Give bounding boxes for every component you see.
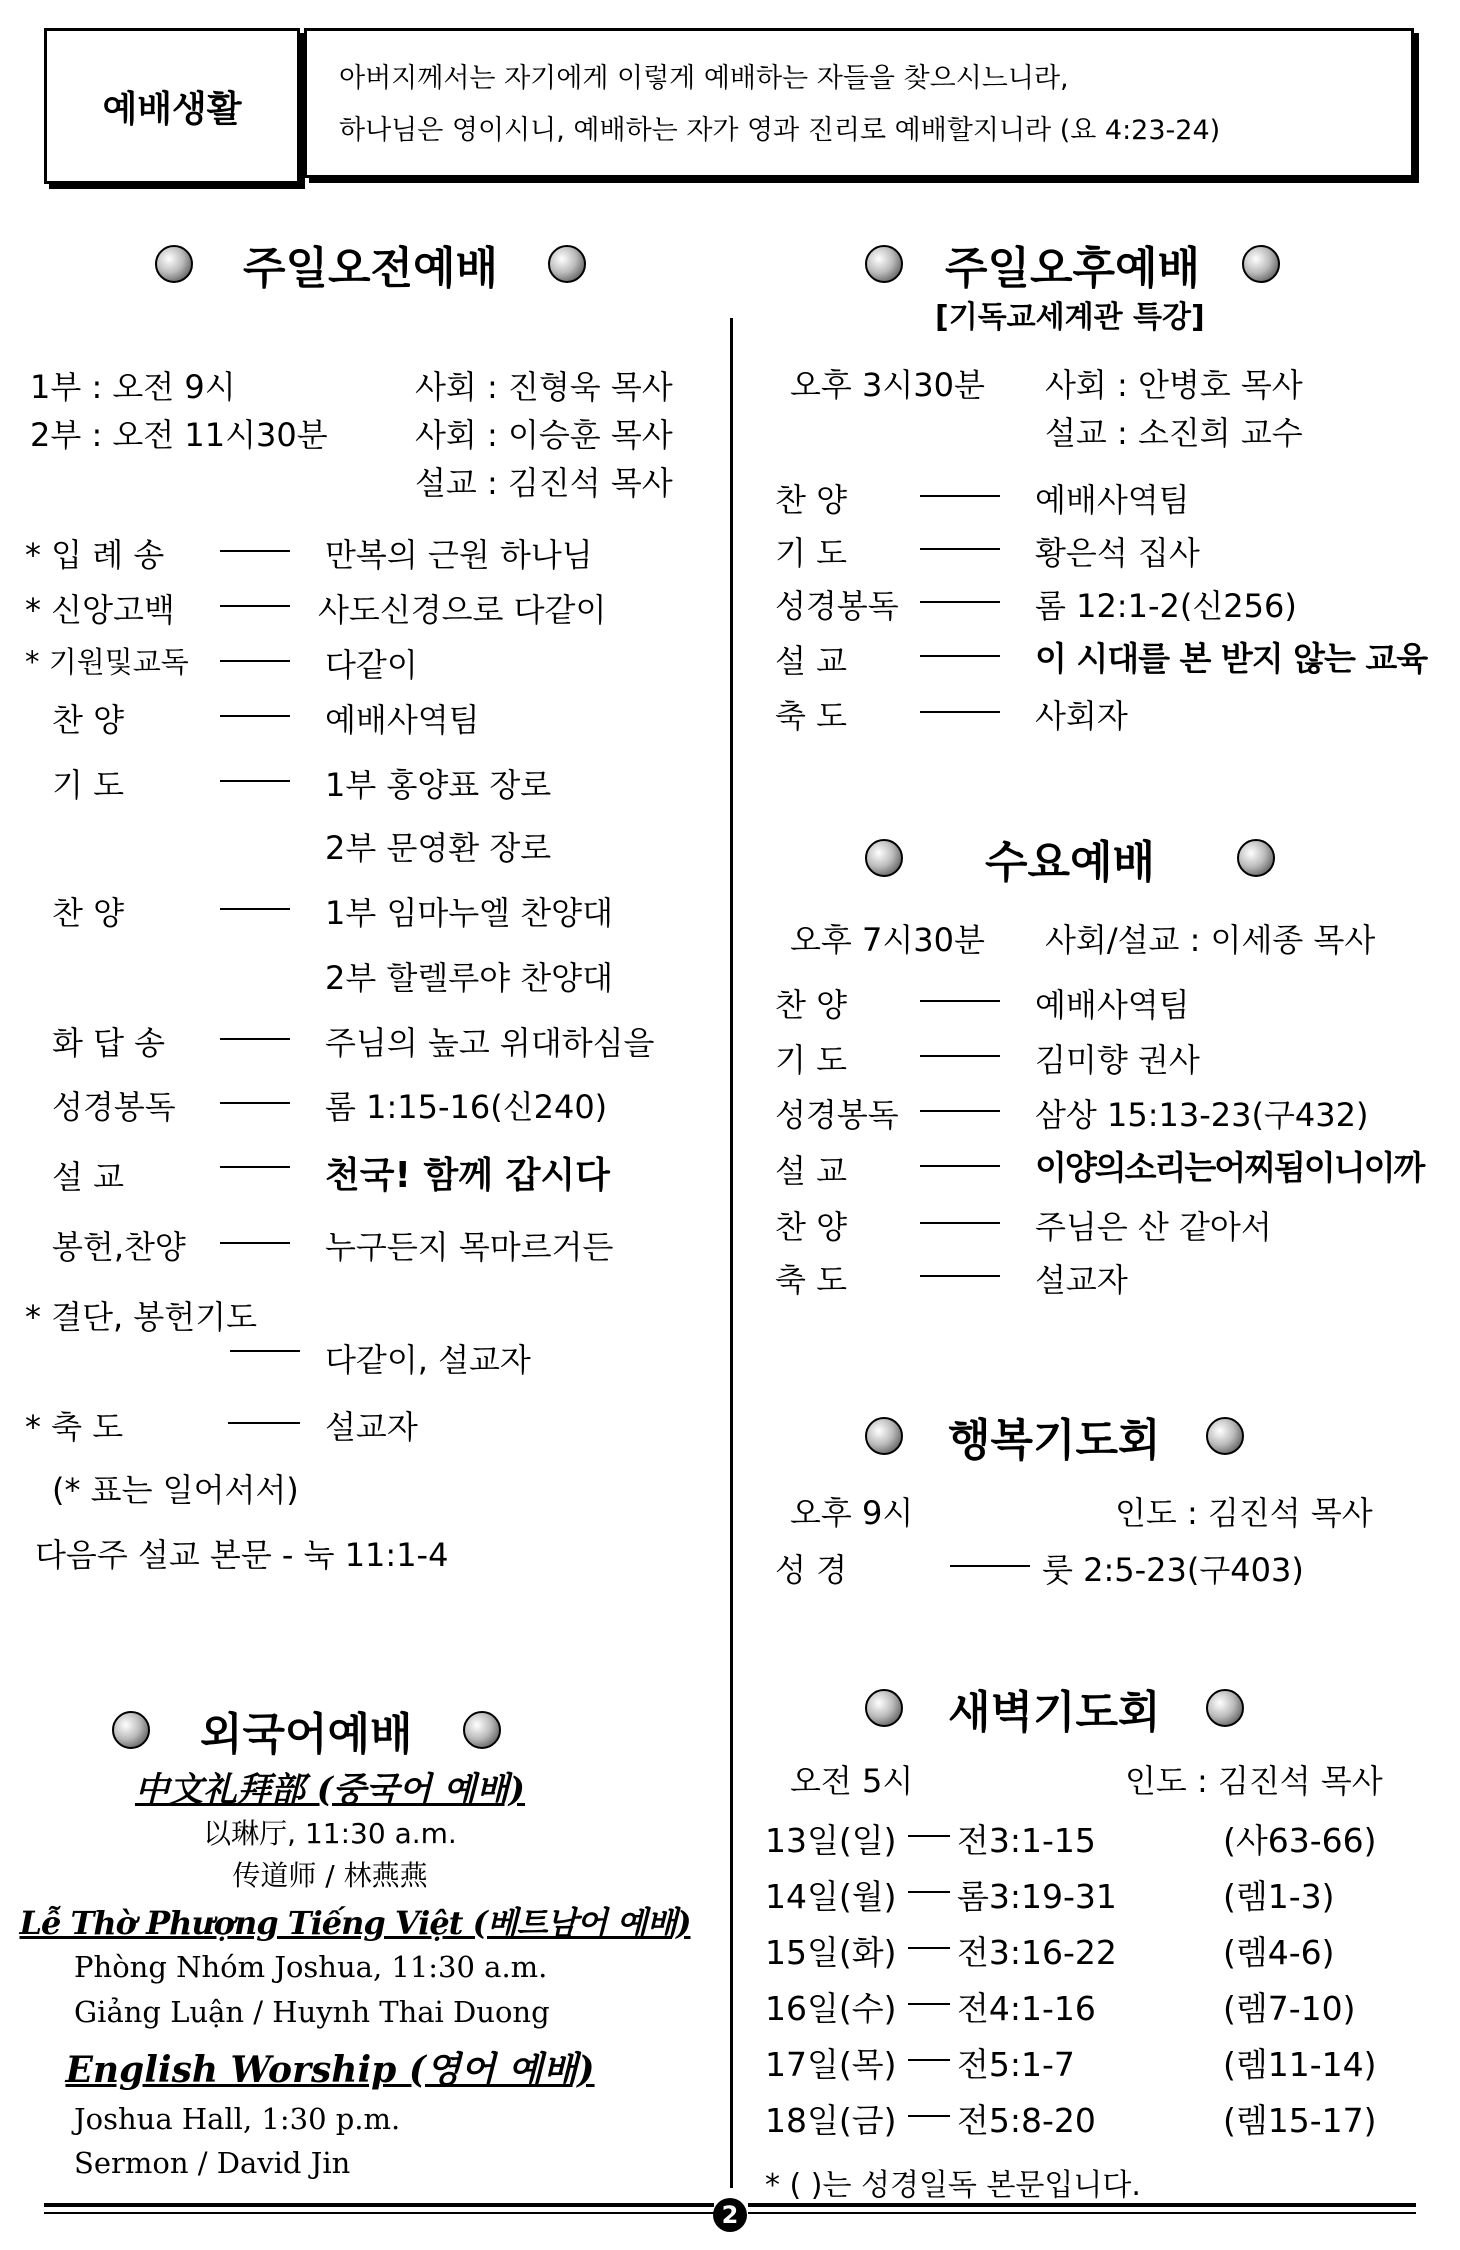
order-value: 사회자: [1035, 697, 1128, 735]
wednesday-order: [740, 980, 1460, 1300]
order-label: 화 답 송: [52, 1024, 166, 1062]
dawn-day: 17일(목): [765, 2045, 897, 2084]
dawn-time: 오전 5시: [790, 1762, 914, 1800]
dawn-title: [865, 1676, 1244, 1740]
dawn-schedule: [765, 1815, 1445, 2155]
dawn-passage: 전5:8-20: [957, 2101, 1096, 2140]
order-label: 성경봉독: [775, 587, 899, 625]
wednesday-title-text: 수요예배: [985, 837, 1156, 888]
order-label: 성경봉독: [52, 1088, 176, 1126]
order-value: 롬 12:1-2(신256): [1035, 587, 1297, 625]
afternoon-order: [740, 475, 1460, 745]
order-value: 누구든지 목마르거든: [325, 1228, 614, 1266]
footer-rule-right: [748, 2203, 1416, 2214]
morning-order: [0, 530, 720, 1600]
service-2: 2부 : 오전 11시30분: [30, 416, 328, 454]
standing-note: (* 표는 일어서서): [52, 1471, 299, 1509]
footer-rule-left: [44, 2203, 714, 2214]
afternoon-title-text: 주일오후예배: [945, 243, 1201, 294]
dawn-day: 14일(월): [765, 1877, 897, 1916]
afternoon-title: [865, 232, 1280, 296]
happy-leader: 인도 : 김진석 목사: [1115, 1494, 1373, 1532]
order-label: * 신앙고백: [25, 591, 175, 629]
vietnamese-line-1: Phòng Nhóm Joshua, 11:30 a.m.: [74, 1950, 548, 1984]
order-label: 성경봉독: [775, 1096, 899, 1134]
order-label: * 결단, 봉헌기도: [25, 1298, 257, 1336]
verse-box: [304, 28, 1414, 178]
dawn-note: * ( )는 성경일독 본문입니다.: [765, 2168, 1141, 2203]
afternoon-preacher: 설교 : 소진희 교수: [1045, 414, 1303, 452]
wednesday-title: [865, 826, 1275, 890]
morning-title-text: 주일오전예배: [243, 243, 499, 294]
happy-title-text: 행복기도회: [948, 1415, 1161, 1466]
happy-title: [865, 1404, 1244, 1468]
dawn-ref: (렘11-14): [1223, 2045, 1377, 2084]
order-value: 황은석 집사: [1035, 534, 1200, 572]
english-title: English Worship (영어 예배): [65, 2049, 595, 2091]
bullet-icon: [1206, 1689, 1244, 1727]
bullet-icon: [865, 839, 903, 877]
afternoon-host: 사회 : 안병호 목사: [1045, 366, 1303, 404]
order-label: 찬 양: [775, 481, 847, 519]
bullet-icon: [1206, 1417, 1244, 1455]
dawn-passage: 전3:1-15: [957, 1821, 1096, 1860]
dawn-ref: (렘7-10): [1223, 1989, 1356, 2028]
english-line-2: Sermon / David Jin: [74, 2146, 351, 2180]
order-label: 설 교: [52, 1158, 124, 1196]
preacher: 설교 : 김진석 목사: [415, 464, 673, 502]
column-divider: [730, 318, 733, 2188]
dawn-passage: 전4:1-16: [957, 1989, 1096, 2028]
dawn-passage: 전3:16-22: [957, 1933, 1117, 1972]
bullet-icon: [865, 245, 903, 283]
afternoon-sermon-title: 이 시대를 본 받지 않는 교육: [1035, 639, 1428, 678]
order-label: 찬 양: [775, 986, 847, 1024]
vietnamese-title: Lễ Thờ Phượng Tiếng Việt (베트남어 예배): [19, 1904, 691, 1942]
order-label: 기 도: [52, 766, 124, 804]
dawn-day: 18일(금): [765, 2101, 897, 2140]
host-2: 사회 : 이승훈 목사: [415, 416, 673, 454]
foreign-title-text: 외국어예배: [200, 1709, 413, 1760]
order-label: 축 도: [775, 697, 847, 735]
order-value: 사도신경으로 다같이: [318, 591, 607, 629]
host-1: 사회 : 진형욱 목사: [415, 368, 673, 406]
service-1: 1부 : 오전 9시: [30, 368, 236, 406]
order-label: 찬 양: [52, 894, 124, 932]
section-label: 예배생활: [102, 88, 242, 130]
dawn-ref: (사63-66): [1223, 1821, 1377, 1860]
order-label: 찬 양: [775, 1208, 847, 1246]
bullet-icon: [155, 245, 193, 283]
happy-label: 성 경: [775, 1551, 847, 1589]
chinese-line-1: 以琳厅, 11:30 a.m.: [203, 1817, 457, 1850]
order-label: 기 도: [775, 534, 847, 572]
order-label: 설 교: [775, 1152, 847, 1190]
order-value: 다같이, 설교자: [325, 1341, 531, 1379]
wednesday-time: 오후 7시30분: [790, 921, 985, 959]
chinese-title: 中文礼拜部 (중국어 예배): [134, 1770, 526, 1810]
dawn-ref: (렘4-6): [1223, 1933, 1335, 1972]
dawn-ref: (렘1-3): [1223, 1877, 1335, 1916]
verse-line-2: 하나님은 영이시니, 예배하는 자가 영과 진리로 예배할지니라 (요 4:23-24): [339, 115, 1221, 146]
bullet-icon: [548, 245, 586, 283]
order-value: 예배사역팀: [1035, 481, 1190, 519]
wednesday-sermon-title: 이양의소리는어찌됨이니이까: [1035, 1148, 1424, 1187]
order-value: 설교자: [1035, 1261, 1128, 1299]
order-label: 설 교: [775, 642, 847, 680]
next-sermon: 다음주 설교 본문 - 눅 11:1-4: [35, 1536, 449, 1574]
dawn-day: 13일(일): [765, 1821, 897, 1860]
english-line-1: Joshua Hall, 1:30 p.m.: [74, 2102, 401, 2136]
order-label: 기 도: [775, 1041, 847, 1079]
dawn-day: 16일(수): [765, 1989, 897, 2028]
order-label: * 기원및교독: [25, 645, 189, 679]
dawn-leader: 인도 : 김진석 목사: [1125, 1762, 1383, 1800]
dawn-passage: 전5:1-7: [957, 2045, 1075, 2084]
order-value: 삼상 15:13-23(구432): [1035, 1096, 1369, 1134]
chinese-line-2: 传道师 / 林燕燕: [232, 1859, 428, 1892]
bullet-icon: [1242, 245, 1280, 283]
happy-value: 룻 2:5-23(구403): [1042, 1551, 1304, 1589]
order-value: 1부 임마누엘 찬양대: [325, 894, 613, 932]
bullet-icon: [865, 1689, 903, 1727]
order-label: * 입 례 송: [25, 536, 165, 574]
order-value: 2부 할렐루야 찬양대: [325, 959, 613, 997]
section-label-box: [44, 28, 300, 184]
order-label: * 축 도: [25, 1408, 124, 1446]
order-value: 예배사역팀: [325, 701, 480, 739]
verse-line-1: 아버지께서는 자기에게 이렇게 예배하는 자들을 찾으시느니라,: [339, 63, 1069, 94]
dawn-day: 15일(화): [765, 1933, 897, 1972]
dawn-passage: 롬3:19-31: [957, 1877, 1117, 1916]
order-label: 축 도: [775, 1261, 847, 1299]
bullet-icon: [463, 1711, 501, 1749]
wednesday-host: 사회/설교 : 이세종 목사: [1045, 921, 1376, 959]
page-number: 2: [713, 2198, 747, 2232]
bullet-icon: [865, 1417, 903, 1455]
order-value: 예배사역팀: [1035, 986, 1190, 1024]
order-value: 만복의 근원 하나님: [325, 536, 593, 574]
morning-title: [155, 232, 586, 296]
order-value: 2부 문영환 장로: [325, 829, 552, 867]
order-label: 찬 양: [52, 701, 124, 739]
order-value: 1부 홍양표 장로: [325, 766, 552, 804]
order-value: 설교자: [325, 1408, 418, 1446]
order-label: 봉헌,찬양: [52, 1228, 186, 1266]
order-value: 주님의 높고 위대하심을: [325, 1024, 655, 1062]
vietnamese-line-2: Giảng Luận / Huynh Thai Duong: [74, 1995, 550, 2029]
afternoon-time: 오후 3시30분: [790, 366, 985, 404]
order-value: 롬 1:15-16(신240): [325, 1088, 608, 1126]
dawn-ref: (렘15-17): [1223, 2101, 1377, 2140]
afternoon-subtitle: [기독교세계관 특강]: [935, 300, 1205, 335]
bullet-icon: [112, 1711, 150, 1749]
bullet-icon: [1237, 839, 1275, 877]
order-value: 주님은 산 같아서: [1035, 1208, 1272, 1246]
order-value: 다같이: [325, 646, 418, 684]
happy-time: 오후 9시: [790, 1494, 914, 1532]
sermon-title: 천국! 함께 갑시다: [325, 1155, 610, 1196]
dawn-title-text: 새벽기도회: [948, 1687, 1161, 1738]
foreign-title: [112, 1698, 501, 1762]
order-value: 김미향 권사: [1035, 1041, 1200, 1079]
